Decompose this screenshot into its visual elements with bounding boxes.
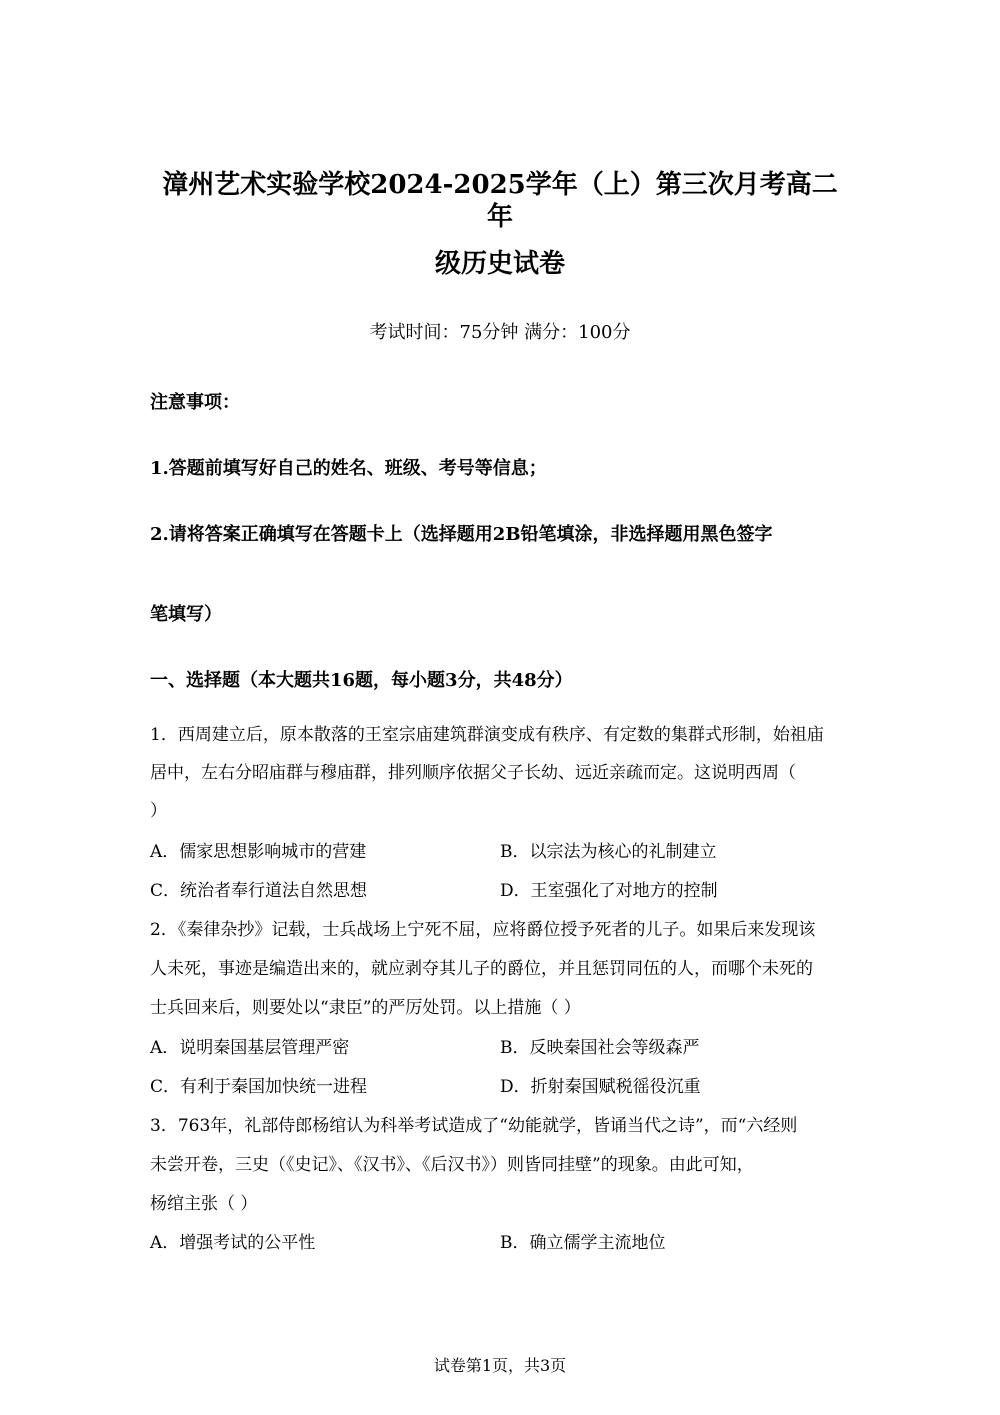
notice-item-1: 1.答题前填写好自己的姓名、班级、考号等信息； xyxy=(150,458,547,479)
question-3-text-line-3: 杨绾主张（ ） xyxy=(150,1194,258,1214)
notice-item-2-line-1: 2.请将答案正确填写在答题卡上（选择题用2B铅笔填涂，非选择题用黑色签字 xyxy=(150,524,773,545)
question-3-text-line-1: 3．763年，礼部侍郎杨绾认为科举考试造成了“幼能就学，皆诵当代之诗”，而“六经则 xyxy=(150,1116,798,1136)
question-1-text-line-3: ） xyxy=(150,801,167,821)
question-1-text-line-2: 居中，左右分昭庙群与穆庙群，排列顺序依据父子长幼、远近亲疏而定。这说明西周（ xyxy=(150,763,796,783)
question-2-text-line-3: 士兵回来后，则要处以“隶臣”的严厉处罚。以上措施（ ） xyxy=(150,998,581,1018)
question-1-option-b: B．以宗法为核心的礼制建立 xyxy=(500,842,717,862)
question-1-option-a: A．儒家思想影响城市的营建 xyxy=(150,842,367,862)
notice-heading: 注意事项： xyxy=(150,392,240,413)
exam-title-line-2: 级历史试卷 xyxy=(434,249,565,279)
section-1-heading: 一、选择题（本大题共16题，每小题3分，共48分） xyxy=(150,670,573,691)
exam-title-line-1: 漳州艺术实验学校2024-2025学年（上）第三次月考高二年 xyxy=(162,170,838,232)
question-1-option-d: D．王室强化了对地方的控制 xyxy=(500,881,718,901)
question-2-option-b: B．反映秦国社会等级森严 xyxy=(500,1038,700,1058)
question-2-text-line-1: 2．《秦律杂抄》记载，士兵战场上宁死不屈，应将爵位授予死者的儿子。如果后来发现该 xyxy=(150,920,816,940)
question-3-option-a: A．增强考试的公平性 xyxy=(150,1233,316,1253)
question-2-option-d: D．折射秦国赋税徭役沉重 xyxy=(500,1077,701,1097)
question-2-option-c: C．有利于秦国加快统一进程 xyxy=(150,1077,368,1097)
question-1-option-c: C．统治者奉行道法自然思想 xyxy=(150,881,368,901)
exam-info: 考试时间：75分钟 满分：100分 xyxy=(369,322,631,343)
question-3-option-b: B．确立儒学主流地位 xyxy=(500,1233,666,1253)
question-1-text-line-1: 1．西周建立后，原本散落的王室宗庙建筑群演变成有秩序、有定数的集群式形制，始祖庙 xyxy=(150,725,824,745)
question-3-text-line-2: 未尝开卷，三史（《史记》、《汉书》、《后汉书》）则皆同挂壁”的现象。由此可知， xyxy=(150,1155,754,1175)
page-footer: 试卷第1页，共3页 xyxy=(433,1356,567,1375)
notice-item-2-line-2: 笔填写） xyxy=(150,604,222,625)
question-2-text-line-2: 人未死，事迹是编造出来的，就应剥夺其儿子的爵位，并且惩罚同伍的人，而哪个未死的 xyxy=(150,959,813,979)
question-2-option-a: A．说明秦国基层管理严密 xyxy=(150,1038,350,1058)
